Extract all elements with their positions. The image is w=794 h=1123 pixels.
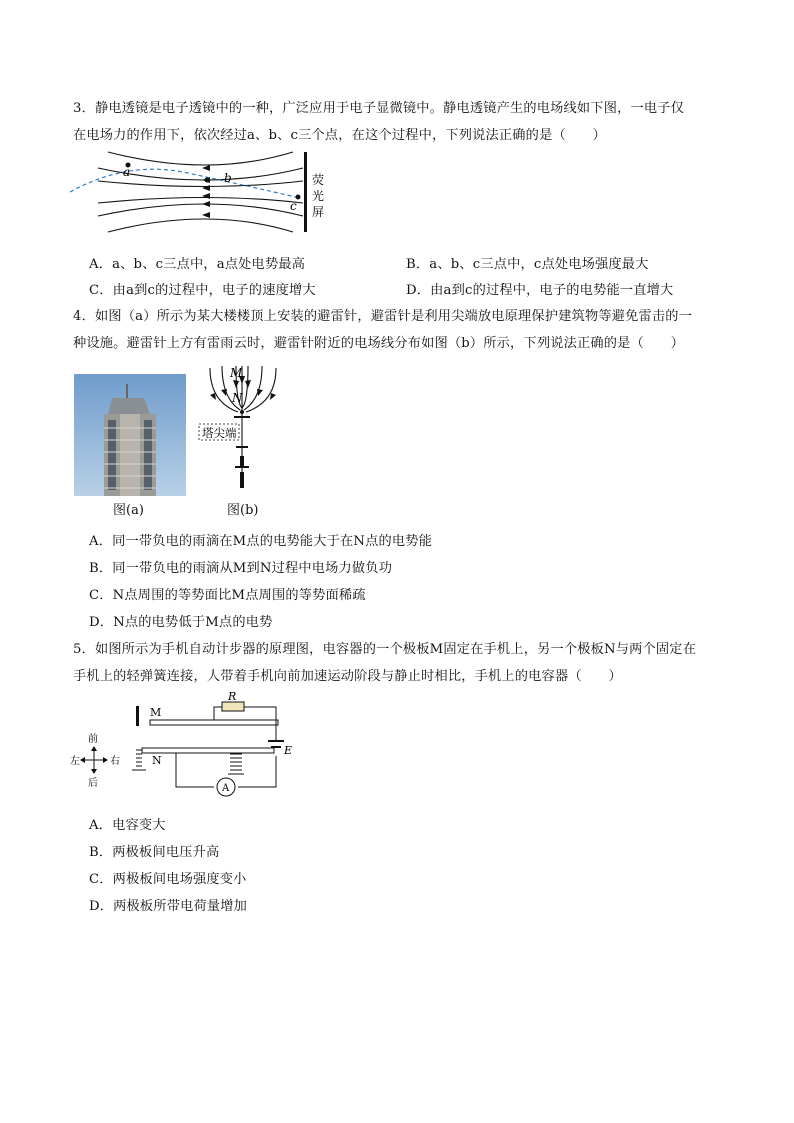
battery-e-label: E bbox=[284, 744, 293, 757]
direction-back-label: 后 bbox=[88, 778, 98, 789]
figure-b-caption: 图(b) bbox=[227, 503, 259, 518]
q4-option-a: A．同一带负电的雨滴在M点的电势能大于在N点的电势能 bbox=[89, 534, 433, 549]
q4-stem-line2: 种设施。避雷针上方有雷雨云时，避雷针附近的电场线分布如图（b）所示，下列说法正确的是（ ） bbox=[73, 336, 685, 351]
q5-stem-line2: 手机上的轻弹簧连接，人带着手机向前加速运动阶段与静止时相比，手机上的电容器（ ） bbox=[73, 669, 622, 684]
direction-left-label: 左 bbox=[70, 756, 80, 767]
screen-label-3: 屏 bbox=[312, 205, 325, 219]
q3-option-b: B．a、b、c三点中，c点处电场强度最大 bbox=[406, 257, 649, 272]
plate-m-label: M bbox=[150, 706, 162, 719]
point-n-label: N bbox=[232, 391, 243, 405]
q5-option-c: C．两极板间电场强度变小 bbox=[89, 872, 247, 887]
figure-a-caption: 图(a) bbox=[113, 503, 144, 518]
point-c-label: c bbox=[290, 199, 297, 213]
point-m-label: M bbox=[230, 366, 243, 380]
screen-label-2: 光 bbox=[312, 189, 325, 203]
ammeter-label: A bbox=[222, 783, 230, 794]
point-b-label: b bbox=[224, 171, 232, 185]
q5-option-b: B．两极板间电压升高 bbox=[89, 845, 220, 860]
plate-n-label: N bbox=[152, 754, 162, 767]
resistor-r-label: R bbox=[228, 690, 237, 703]
q4-stem-line1: 4．如图（a）所示为某大楼楼顶上安装的避雷针，避雷针是利用尖端放电原理保护建筑物等避免雷击的一 bbox=[73, 309, 693, 324]
q4-option-d: D．N点的电势低于M点的电势 bbox=[89, 615, 273, 630]
tower-tip-label: 塔尖端 bbox=[202, 426, 237, 440]
q3-electrostatic-lens-figure bbox=[68, 148, 340, 240]
screen-label-1: 荧 bbox=[312, 173, 325, 187]
q4-lightning-rod-figure bbox=[196, 362, 286, 498]
q4-building-photo bbox=[74, 374, 186, 496]
q3-stem-line2: 在电场力的作用下，依次经过a、b、c三个点，在这个过程中，下列说法正确的是（ ） bbox=[73, 128, 607, 143]
q3-option-a: A．a、b、c三点中，a点处电势最高 bbox=[89, 257, 306, 272]
q4-option-c: C．N点周围的等势面比M点周围的等势面稀疏 bbox=[89, 588, 366, 603]
q3-option-c: C．由a到c的过程中，电子的速度增大 bbox=[89, 283, 316, 298]
direction-right-label: 右 bbox=[110, 756, 120, 767]
q5-stem-line1: 5．如图所示为手机自动计步器的原理图，电容器的一个极板M固定在手机上，另一个极板N与两个固定在 bbox=[73, 642, 697, 657]
q5-step-counter-circuit bbox=[70, 690, 300, 802]
q5-option-a: A．电容变大 bbox=[89, 818, 166, 833]
q5-option-d: D．两极板所带电荷量增加 bbox=[89, 899, 248, 914]
q4-option-b: B．同一带负电的雨滴从M到N过程中电场力做负功 bbox=[89, 561, 393, 576]
point-a-label: a bbox=[123, 165, 131, 179]
direction-front-label: 前 bbox=[88, 734, 98, 745]
q3-stem-line1: 3．静电透镜是电子透镜中的一种，广泛应用于电子显微镜中。静电透镜产生的电场线如下图，一电子仅 bbox=[73, 101, 685, 116]
q3-option-d: D．由a到c的过程中，电子的电势能一直增大 bbox=[406, 283, 674, 298]
fluorescent-screen bbox=[304, 152, 307, 232]
